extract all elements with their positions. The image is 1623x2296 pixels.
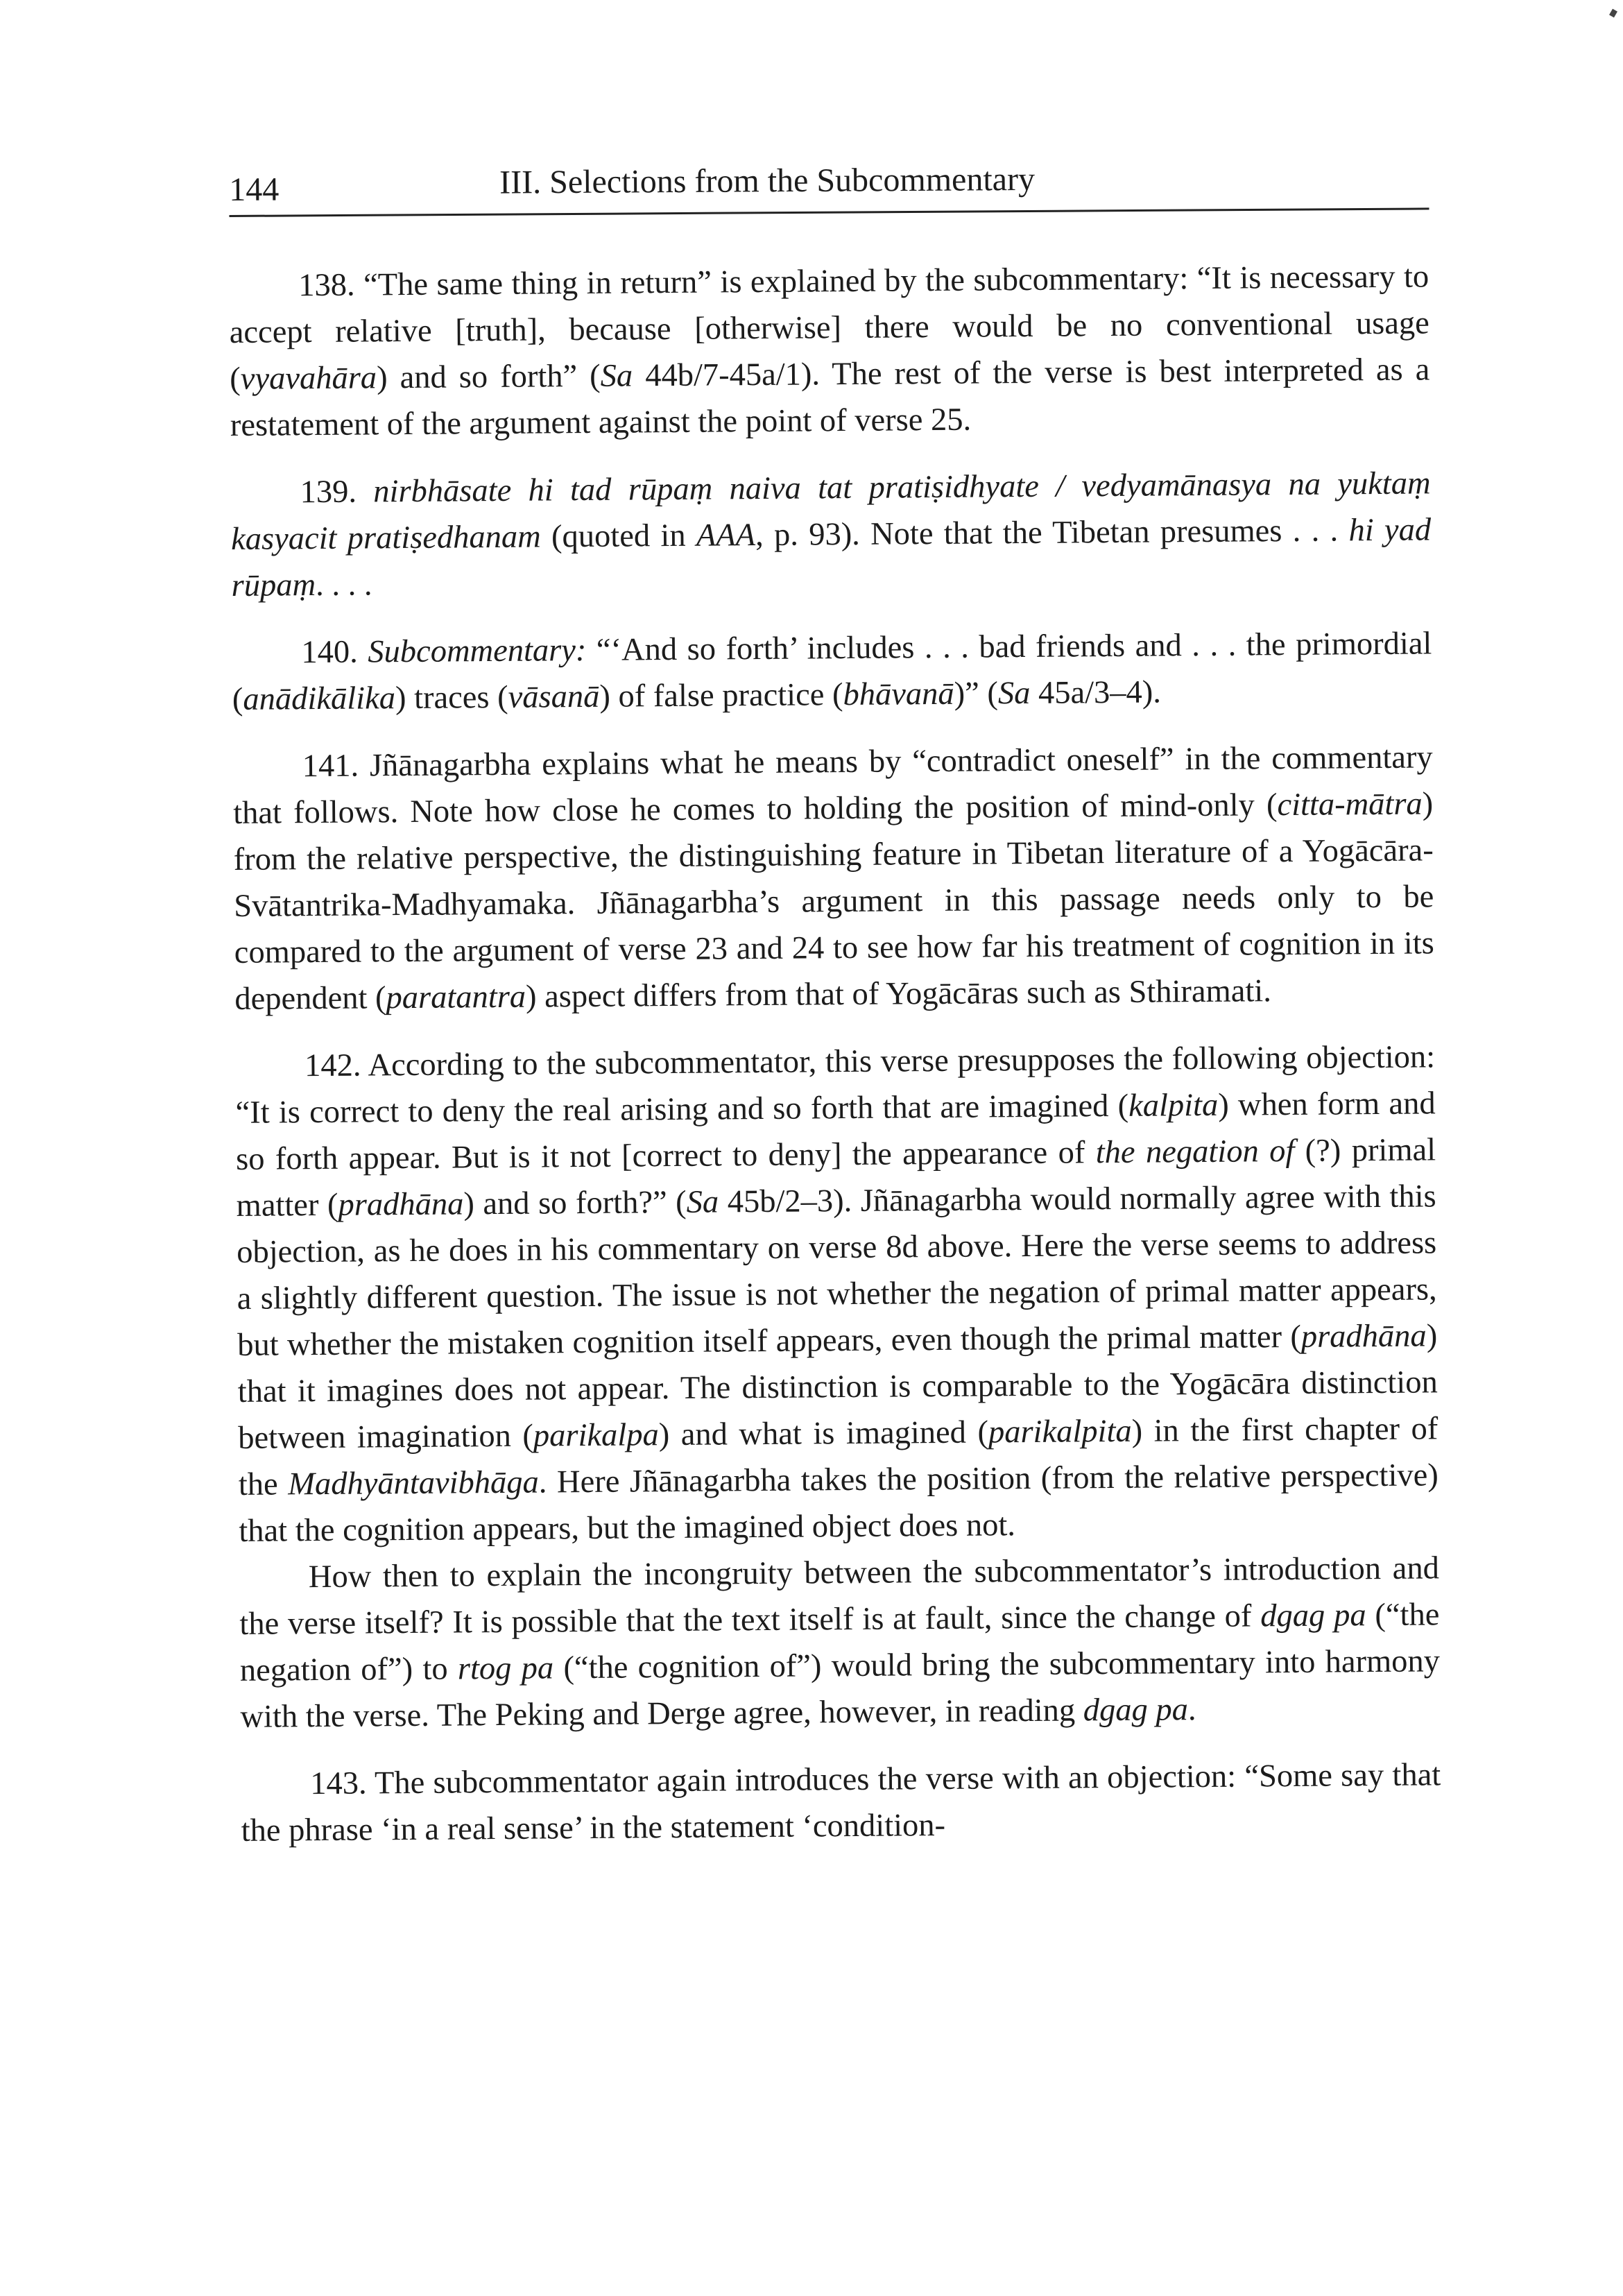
text-run: ) from the relative perspective, the distinguishing feature in Tibetan literature of a Yogācāra-Svātantrika-Madhyamaka. Jñānagarbha’s argument in this passage needs only to be compared to the argument of verse 23 and 24 to see how far his treatment of cognition in its dependent (: [233, 786, 1434, 1017]
page-content: [229, 160, 1441, 1875]
italic-term: citta-mātra: [1277, 786, 1423, 823]
text-run: ) aspect differs from that of Yogācāras such as Sthiramati.: [525, 973, 1272, 1015]
italic-term: dgag pa: [1083, 1692, 1189, 1729]
text-run: 141. Jñānagarbha explains what he means by “contradict oneself” in the commentary that follows. Note how close he comes to holding the position of mind-only (: [233, 739, 1433, 831]
endnote-paragraph: [232, 620, 1432, 723]
note-continuation-paragraph: [239, 1545, 1441, 1740]
running-title: III. Selections from the Subcommentary: [499, 160, 1036, 201]
italic-term: dgag pa: [1260, 1597, 1366, 1634]
italic-term: Sa: [600, 358, 633, 394]
endnotes-body: [229, 253, 1441, 1854]
text-run: . Here Jñānagarbha takes the position (from the relative perspective) that the cognition appears, but the imagined object does not.: [239, 1457, 1439, 1549]
italic-term: parikalpa: [533, 1417, 659, 1454]
italic-term: Sa: [686, 1184, 719, 1220]
italic-term: the negation of: [1095, 1133, 1295, 1171]
text-run: ) and what is imagined (: [658, 1414, 989, 1453]
italic-term: hi yad rūpaṃ: [231, 512, 1432, 603]
text-run: ) when form and so forth appear. But is it not [correct to deny] the appearance of: [235, 1086, 1436, 1177]
text-run: (“the cognition of”) would bring the subcommentary into harmony with the verse. The Peking and Derge agree, however, in reading: [240, 1643, 1441, 1735]
endnote-paragraph: [230, 460, 1432, 609]
endnote-paragraph: [229, 253, 1430, 449]
text-run: .: [1187, 1692, 1196, 1728]
endnote-paragraph: [241, 1751, 1441, 1854]
corner-smudge: [1609, 9, 1617, 18]
text-run: “‘And so forth’ includes . . . bad friends and . . . the primordial (: [232, 626, 1432, 717]
italic-term: anādikālika: [243, 680, 396, 717]
text-run: 142. According to the subcommentator, this verse presupposes the following objection: “It is correct to deny the real arising and so forth that are imagined (: [235, 1039, 1436, 1131]
text-run: 143. The subcommentator again introduces the verse with an objection: “Some say that the phrase ‘in a real sense’ in the statement ‘condition-: [241, 1757, 1441, 1849]
endnote-paragraph: [232, 734, 1434, 1022]
text-run: ) and so forth?” (: [463, 1184, 687, 1222]
text-run: . . . .: [315, 567, 372, 603]
text-run: ) in the first chapter of the: [238, 1411, 1439, 1502]
italic-term: paratantra: [386, 979, 526, 1016]
text-run: 138. “The same thing in return” is explained by the subcommentary: “It is necessary to accept relative [truth], because [otherwise] there would be no conventional usage (: [229, 259, 1429, 397]
text-run: 139.: [300, 474, 374, 511]
italic-term: bhāvanā: [843, 676, 954, 713]
text-run: ) of false practice (: [599, 677, 843, 714]
text-run: How then to explain the incongruity between the subcommentator’s introduction and the verse itself? It is possible that the text itself is at fault, since the change of: [239, 1550, 1440, 1642]
text-run: (?) primal matter (: [236, 1132, 1436, 1224]
text-run: (quoted in: [540, 517, 697, 555]
italic-term: AAA: [696, 517, 756, 554]
italic-term: pradhāna: [338, 1186, 464, 1223]
text-run: (“the negation of”) to: [239, 1597, 1440, 1688]
italic-term: rtog pa: [457, 1650, 554, 1687]
text-run: 45a/3–4).: [1030, 674, 1162, 711]
text-run: ) that it imagines does not appear. The distinction is comparable to the Yogācāra distinction between imagination (: [237, 1318, 1438, 1456]
italic-term: vyavahāra: [240, 360, 377, 397]
endnote-paragraph: [235, 1034, 1439, 1554]
italic-term: kalpita: [1128, 1087, 1219, 1124]
text-run: ) and so forth” (: [376, 358, 601, 396]
italic-term: parikalpita: [988, 1413, 1132, 1450]
text-run: ) traces (: [395, 679, 508, 717]
text-run: 140.: [301, 634, 368, 671]
italic-term: Madhyāntavibhāga: [288, 1464, 540, 1502]
text-run: 44b/7-45a/1). The rest of the verse is best interpreted as a restatement of the argument against the point of verse 25.: [230, 352, 1430, 443]
italic-term: vāsanā: [508, 678, 600, 715]
text-run: , p. 93). Note that the Tibetan presumes . . .: [755, 513, 1349, 554]
italic-term: Subcommentary:: [368, 632, 587, 670]
text-run: 45b/2–3). Jñānagarbha would normally agree with this objection, as he does in his commentary on verse 8d above. Here the verse seems to address a slightly different question. The issue is not whether the negation of primal matter appears, but whether the mistaken cognition itself appears, even though the primal matter (: [237, 1179, 1437, 1363]
text-run: )” (: [954, 676, 999, 712]
italic-term: pradhāna: [1300, 1318, 1427, 1355]
running-header: [229, 152, 1429, 217]
italic-term: nirbhāsate hi tad rūpaṃ naiva tat pratiṣidhyate / vedyamānasya na yuktaṃ kasyacit pratiṣedhanam: [230, 465, 1431, 557]
italic-term: Sa: [997, 675, 1031, 712]
page-number: 144: [229, 171, 280, 208]
